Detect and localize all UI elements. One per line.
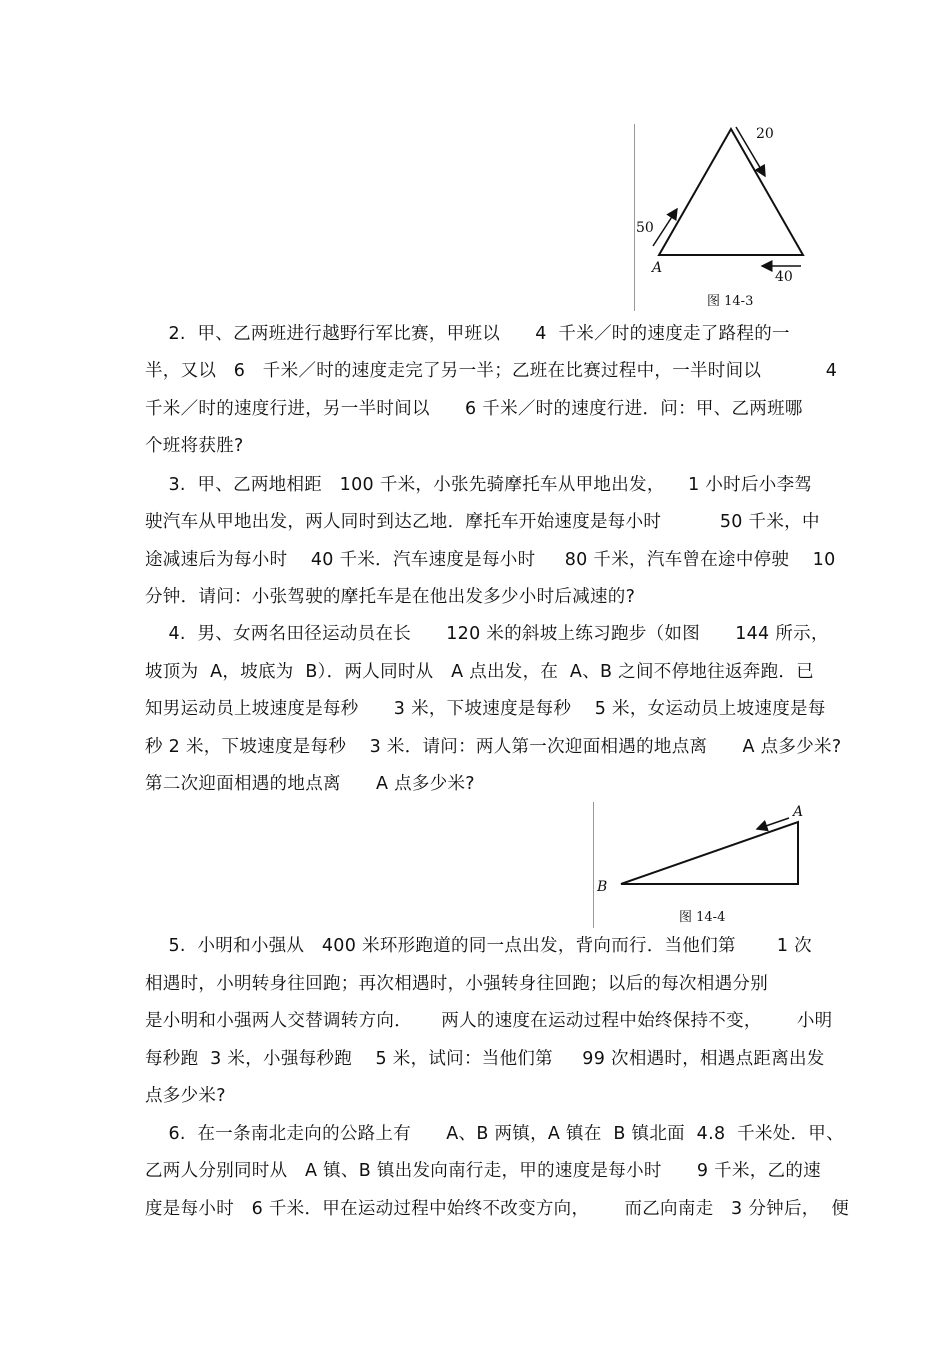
figure-14-4 bbox=[593, 802, 806, 928]
text-line: 坡顶为 A，坡底为 B）．两人同时从 A 点出发，在 A、B 之间不停地往返奔跑．已 bbox=[145, 662, 814, 682]
text-line: 知男运动员上坡速度是每秒 3 米，下坡速度是每秒 5 米，女运动员上坡速度是每 bbox=[145, 699, 826, 719]
text-line: 6. 在一条南北走向的公路上有 A、B 两镇，A 镇在 B 镇北面 4.8 千米处．甲、 bbox=[145, 1124, 844, 1144]
text-line: 5. 小明和小强从 400 米环形跑道的同一点出发，背向而行．当他们第 1 次 bbox=[145, 936, 812, 956]
figure-caption: 图 14-4 bbox=[679, 910, 726, 925]
text-line: 3. 甲、乙两地相距 100 千米，小张先骑摩托车从甲地出发， 1 小时后小李驾 bbox=[145, 475, 813, 495]
text-line: 度是每小时 6 千米．甲在运动过程中始终不改变方向， 而乙向南走 3 分钟后， 便 bbox=[145, 1199, 850, 1219]
figure-caption: 图 14-3 bbox=[707, 294, 754, 309]
text-line: 分钟．请问：小张驾驶的摩托车是在他出发多少小时后减速的? bbox=[145, 587, 636, 607]
text-line: 途减速后为每小时 40 千米．汽车速度是每小时 80 千米，汽车曾在途中停驶 10 bbox=[145, 550, 836, 570]
text-line: 2. 甲、乙两班进行越野行军比赛，甲班以 4 千米／时的速度走了路程的一 bbox=[145, 324, 790, 344]
vertex-b-label: B bbox=[597, 879, 608, 895]
text-line: 千米／时的速度行进，另一半时间以 6 千米／时的速度行进．问：甲、乙两班哪 bbox=[145, 399, 803, 419]
text-line: 乙两人分别同时从 A 镇、B 镇出发向南行走，甲的速度是每小时 9 千米，乙的速 bbox=[145, 1161, 821, 1181]
text-line: 驶汽车从甲地出发，两人同时到达乙地．摩托车开始速度是每小时 50 千米，中 bbox=[145, 512, 820, 532]
text-line: 秒 2 米，下坡速度是每秒 3 米．请问：两人第一次迎面相遇的地点离 A 点多少米? bbox=[145, 737, 842, 757]
label-40: 40 bbox=[775, 269, 793, 285]
text-line: 相遇时，小明转身往回跑；再次相遇时，小强转身往回跑；以后的每次相遇分别 bbox=[145, 974, 768, 994]
vertex-a-label: A bbox=[652, 260, 663, 276]
label-20: 20 bbox=[756, 126, 774, 142]
triangle-shape bbox=[659, 129, 803, 255]
text-line: 个班将获胜? bbox=[145, 436, 244, 456]
text-line: 第二次迎面相遇的地点离 A 点多少米? bbox=[145, 774, 475, 794]
text-line: 每秒跑 3 米，小强每秒跑 5 米，试问：当他们第 99 次相遇时，相遇点距离出发 bbox=[145, 1049, 825, 1069]
text-line: 是小明和小强两人交替调转方向． 两人的速度在运动过程中始终保持不变， 小明 bbox=[145, 1011, 833, 1031]
text-line: 4. 男、女两名田径运动员在长 120 米的斜坡上练习跑步（如图 144 所示， bbox=[145, 624, 829, 644]
figure-14-3 bbox=[634, 124, 805, 311]
arrow-up-left-edge bbox=[653, 209, 677, 246]
label-50: 50 bbox=[636, 220, 654, 236]
text-line: 点多少米? bbox=[145, 1086, 226, 1106]
slope-triangle bbox=[621, 822, 798, 884]
vertex-a-label: A bbox=[793, 804, 804, 820]
text-line: 半，又以 6 千米／时的速度走完了另一半；乙班在比赛过程中，一半时间以 4 bbox=[145, 361, 838, 381]
